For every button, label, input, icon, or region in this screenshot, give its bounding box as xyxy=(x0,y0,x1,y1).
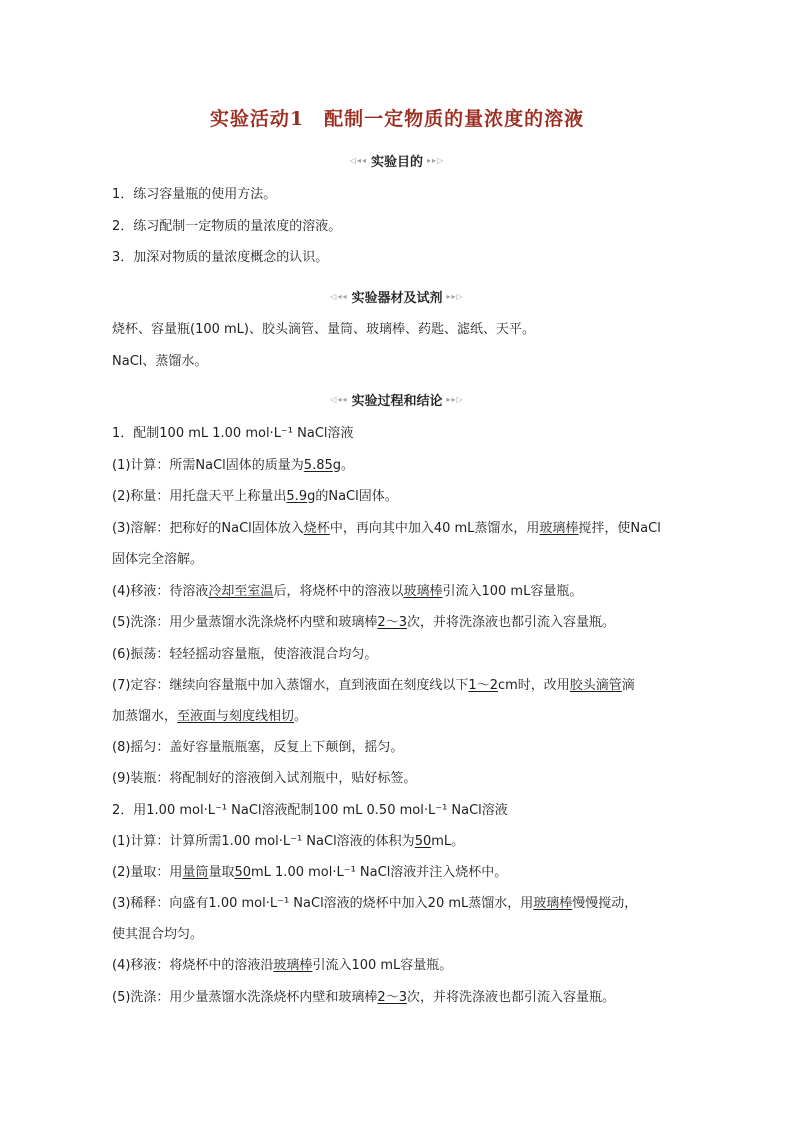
text: (3)溶解：把称好的NaCl固体放入 xyxy=(112,521,304,536)
text: 次，并将洗涤液也都引流入容量瓶。 xyxy=(406,990,615,1005)
decor-arrows-left: ◁◂◂ xyxy=(330,292,348,301)
answer-blank: 玻璃棒 xyxy=(533,896,573,911)
part1-step-5 xyxy=(112,614,692,632)
part1-step-4 xyxy=(112,583,692,601)
part1-step-2 xyxy=(112,488,692,506)
text: 后，将烧杯中的溶液以 xyxy=(273,584,404,599)
text: 引流入100 mL容量瓶。 xyxy=(312,958,453,973)
part1-step-7 xyxy=(112,677,692,695)
answer-blank: 50 xyxy=(234,865,251,880)
text: 滴 xyxy=(621,678,635,693)
answer-blank: 胶头滴管 xyxy=(569,678,622,693)
text: (7)定容：继续向容量瓶中加入蒸馏水，直到液面在刻度线以下 xyxy=(112,678,469,693)
part1-step-6: (6)振荡：轻轻摇动容量瓶，使溶液混合均匀。 xyxy=(112,647,378,662)
decor-arrows-left: ◁◂◂ xyxy=(330,395,348,404)
text: 搅拌，使NaCl xyxy=(578,521,661,536)
answer-blank: 5.9 xyxy=(286,489,308,504)
text: mL 1.00 mol·L⁻¹ NaCl溶液并注入烧杯中。 xyxy=(251,865,508,880)
part1-heading: 1．配制100 mL 1.00 mol·L⁻¹ NaCl溶液 xyxy=(112,426,354,441)
text: 引流入100 mL容量瓶。 xyxy=(442,584,583,599)
text: (1)计算：所需NaCl固体的质量为 xyxy=(112,458,304,473)
part1-step-3 xyxy=(112,520,692,538)
decor-arrows-right: ▸▸▷ xyxy=(446,395,464,404)
answer-blank: 2～3 xyxy=(377,990,407,1005)
answer-blank: 玻璃棒 xyxy=(273,958,313,973)
section-label: 实验器材及试剂 xyxy=(351,291,443,306)
answer-blank: 玻璃棒 xyxy=(403,584,443,599)
answer-blank: 至液面与刻度线相切 xyxy=(177,709,295,724)
text: mL。 xyxy=(431,834,465,849)
decor-arrows-left: ◁◂◂ xyxy=(349,156,367,165)
section-label: 实验目的 xyxy=(370,155,423,170)
decor-arrows-right: ▸▸▷ xyxy=(427,156,445,165)
text: cm时，改用 xyxy=(497,678,570,693)
answer-blank: 5.85 xyxy=(303,458,333,473)
part2-step-3-cont: 使其混合均匀。 xyxy=(112,927,204,942)
purpose-item-1: 1．练习容量瓶的使用方法。 xyxy=(112,187,277,202)
text: (5)洗涤：用少量蒸馏水洗涤烧杯内壁和玻璃棒 xyxy=(112,615,378,630)
part1-step-9: (9)装瓶：将配制好的溶液倒入试剂瓶中，贴好标签。 xyxy=(112,771,417,786)
text: 中，再向其中加入40 mL蒸馏水，用 xyxy=(329,521,540,536)
part2-step-3 xyxy=(112,895,692,913)
answer-blank: 50 xyxy=(414,834,432,849)
text: g。 xyxy=(332,458,355,473)
answer-blank: 2～3 xyxy=(377,615,407,630)
text: 量取 xyxy=(208,865,235,880)
part1-step-1 xyxy=(112,457,692,475)
text: 慢慢搅动， xyxy=(572,896,638,911)
text: (3)稀释：向盛有1.00 mol·L⁻¹ NaCl溶液的烧杯中加入20 mL蒸馏水，用 xyxy=(112,896,534,911)
part2-step-4 xyxy=(112,957,692,975)
section-heading-procedure xyxy=(0,390,794,409)
section-label: 实验过程和结论 xyxy=(351,394,443,409)
text: (2)称量：用托盘天平上称量出 xyxy=(112,489,287,504)
answer-blank: 1～2 xyxy=(468,678,498,693)
materials-line-2: NaCl、蒸馏水。 xyxy=(112,354,208,369)
section-heading-materials xyxy=(0,287,794,306)
text: 。 xyxy=(294,709,308,724)
text: (4)移液：将烧杯中的溶液沿 xyxy=(112,958,274,973)
part2-step-2 xyxy=(112,864,692,882)
text: (1)计算：计算所需1.00 mol·L⁻¹ NaCl溶液的体积为 xyxy=(112,834,415,849)
materials-line-1: 烧杯、容量瓶(100 mL)、胶头滴管、量筒、玻璃棒、药匙、滤纸、天平。 xyxy=(112,322,535,337)
text: g的NaCl固体。 xyxy=(307,489,398,504)
answer-blank: 冷却至室温 xyxy=(208,584,274,599)
text: 加蒸馏水， xyxy=(112,709,178,724)
answer-blank: 玻璃棒 xyxy=(539,521,579,536)
part2-step-1 xyxy=(112,833,692,851)
page-title: 实验活动1 配制一定物质的量浓度的溶液 xyxy=(209,108,585,130)
section-heading-purpose xyxy=(0,151,794,170)
decor-arrows-right: ▸▸▷ xyxy=(446,292,464,301)
text: (2)量取：用 xyxy=(112,865,183,880)
part1-step-8: (8)摇匀：盖好容量瓶瓶塞，反复上下颠倒，摇匀。 xyxy=(112,740,404,755)
text: (5)洗涤：用少量蒸馏水洗涤烧杯内壁和玻璃棒 xyxy=(112,990,378,1005)
text: 次，并将洗涤液也都引流入容量瓶。 xyxy=(406,615,615,630)
part1-step-3-cont: 固体完全溶解。 xyxy=(112,552,204,567)
answer-blank: 量筒 xyxy=(182,865,209,880)
text: (4)移液：待溶液 xyxy=(112,584,209,599)
answer-blank: 烧杯 xyxy=(303,521,330,536)
part1-step-7-cont xyxy=(112,708,692,726)
part2-heading: 2．用1.00 mol·L⁻¹ NaCl溶液配制100 mL 0.50 mol·L⁻¹ NaCl溶液 xyxy=(112,803,508,818)
purpose-item-2: 2．练习配制一定物质的量浓度的溶液。 xyxy=(112,219,342,234)
purpose-item-3: 3．加深对物质的量浓度概念的认识。 xyxy=(112,250,329,265)
part2-step-5 xyxy=(112,989,692,1007)
